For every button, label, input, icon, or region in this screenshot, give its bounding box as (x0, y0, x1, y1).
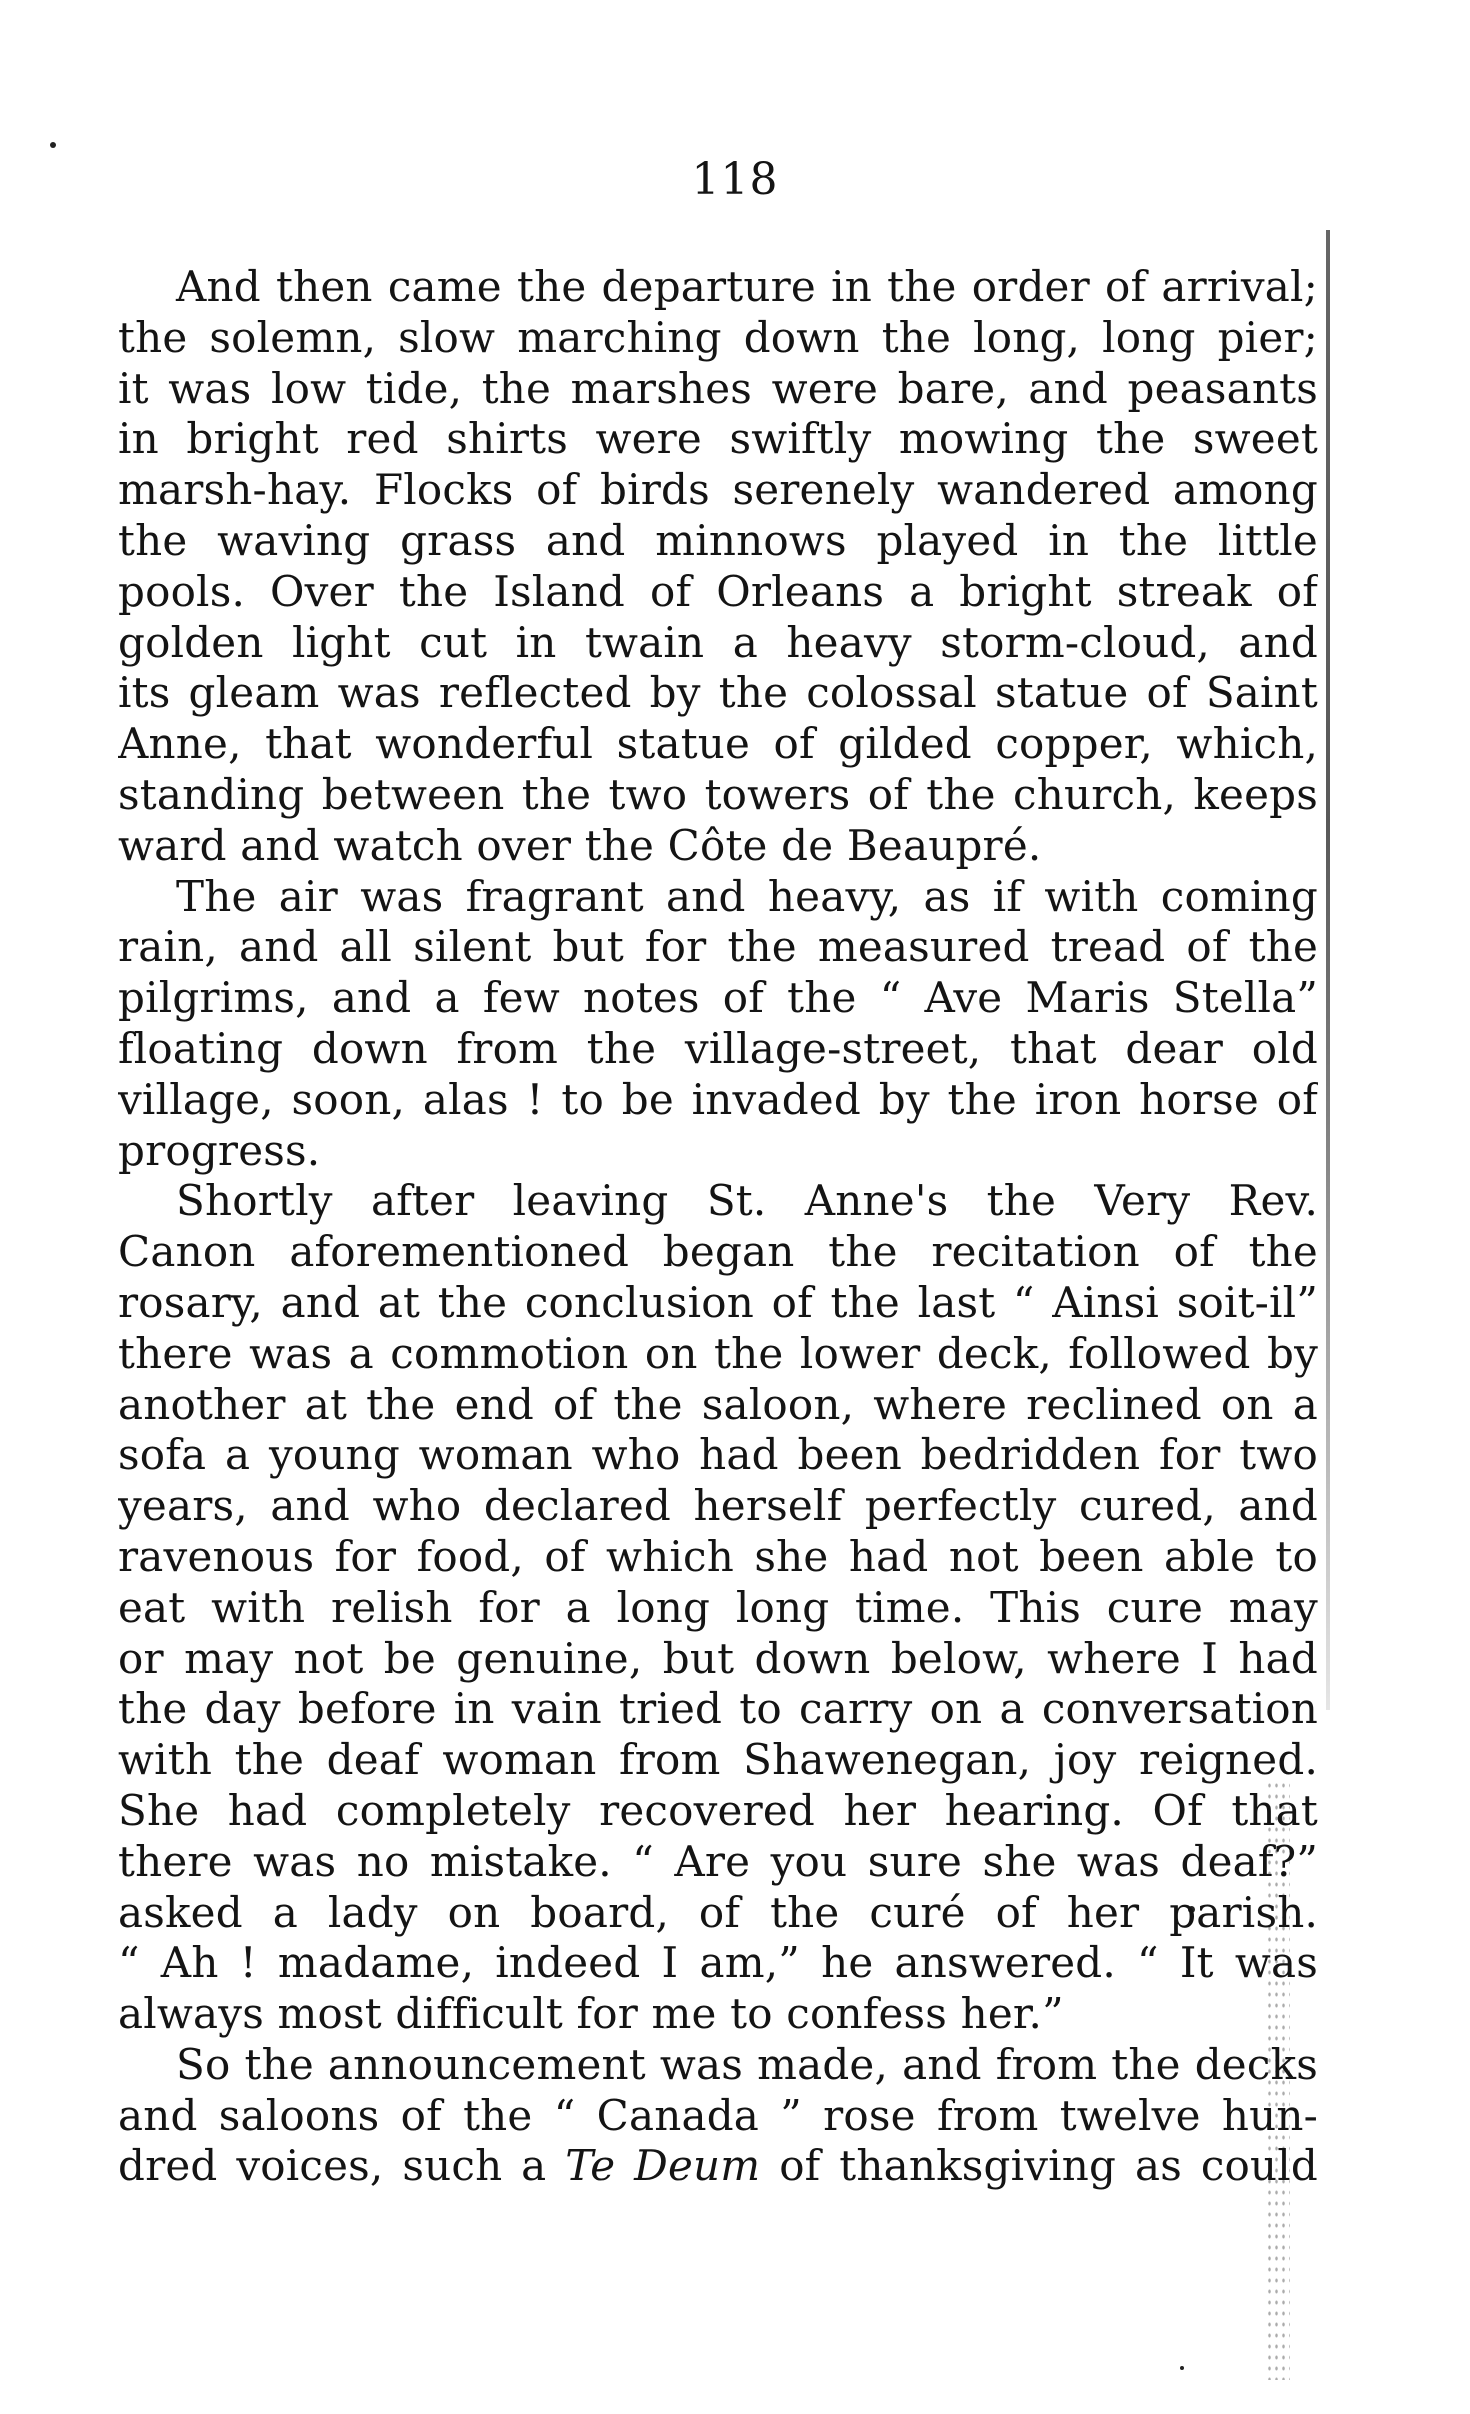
text-line: rosary, and at the conclusion of the last “ Ainsi soit-il” (118, 1277, 1318, 1327)
text-line: marsh-hay. Flocks of birds serenely wandered among (118, 465, 1318, 515)
text-line: another at the end of the saloon, where reclined on a (118, 1379, 1318, 1429)
text-line: floating down from the village-street, that dear old (118, 1023, 1318, 1073)
text-line: it was low tide, the marshes were bare, and peasants (118, 363, 1318, 413)
text-line: in bright red shirts were swiftly mowing the sweet (118, 414, 1318, 464)
text-line: She had completely recovered her hearing. Of that (118, 1785, 1318, 1835)
text-line: rain, and all silent but for the measured tread of the (118, 922, 1318, 972)
text-line: ward and watch over the Côte de Beaupré. (118, 820, 1042, 870)
text-line: eat with relish for a long long time. This cure may (118, 1582, 1318, 1632)
text-line: So the announcement was made, and from the decks (176, 2039, 1318, 2089)
text-line: there was a commotion on the lower deck, followed by (118, 1328, 1318, 1378)
text-line: the waving grass and minnows played in the little (118, 515, 1318, 565)
italic-phrase: Te Deum (565, 2141, 761, 2191)
text-line: progress. (118, 1125, 321, 1175)
page-number: 118 (691, 154, 779, 205)
text-line: And then came the departure in the order of arrival; (176, 262, 1318, 311)
text-line: Shortly after leaving St. Anne's the Very Rev. (176, 1176, 1318, 1226)
ink-speck (50, 142, 56, 148)
text-line: with the deaf woman from Shawenegan, joy reigned. (118, 1735, 1318, 1785)
text-line: its gleam was reflected by the colossal statue of Saint (118, 668, 1318, 718)
text-line: Anne, that wonderful statue of gilded copper, which, (118, 719, 1318, 769)
text-line: pilgrims, and a few notes of the “ Ave Maris Stella” (118, 973, 1318, 1023)
text-line: and saloons of the “ Canada ” rose from twelve hun- (118, 2090, 1318, 2140)
text-line: the solemn, slow marching down the long, long pier; (118, 312, 1318, 362)
text-line: ravenous for food, of which she had not been able to (118, 1531, 1318, 1581)
text-line: standing between the two towers of the church, keeps (118, 769, 1318, 819)
text-line: village, soon, alas ! to be invaded by the iron horse of (118, 1074, 1318, 1124)
text-line: always most difficult for me to confess her.” (118, 1989, 1064, 2039)
text-line: dred voices, such a Te Deum of thanksgiving as could (118, 2141, 1318, 2191)
text-line: sofa a young woman who had been bedridden for two (118, 1430, 1318, 1480)
text-line: asked a lady on board, of the curé of her parish. (118, 1887, 1318, 1937)
text-line: or may not be genuine, but down below, where I had (118, 1633, 1318, 1683)
page-edge-shadow (1326, 230, 1330, 1710)
text-line: Canon aforementioned began the recitation of the (118, 1227, 1318, 1277)
text-line: The air was fragrant and heavy, as if with coming (176, 871, 1318, 921)
text-line: golden light cut in twain a heavy storm-cloud, and (118, 617, 1318, 667)
body-text (118, 262, 1318, 2192)
text-line: years, and who declared herself perfectly cured, and (118, 1481, 1318, 1531)
text-line: there was no mistake. “ Are you sure she was deaf?” (118, 1836, 1318, 1886)
text-line: the day before in vain tried to carry on a conversation (118, 1684, 1318, 1734)
ink-speck (1180, 2366, 1184, 2370)
text-line: pools. Over the Island of Orleans a bright streak of (118, 566, 1318, 616)
text-line: “ Ah ! madame, indeed I am,” he answered. “ It was (118, 1938, 1318, 1988)
